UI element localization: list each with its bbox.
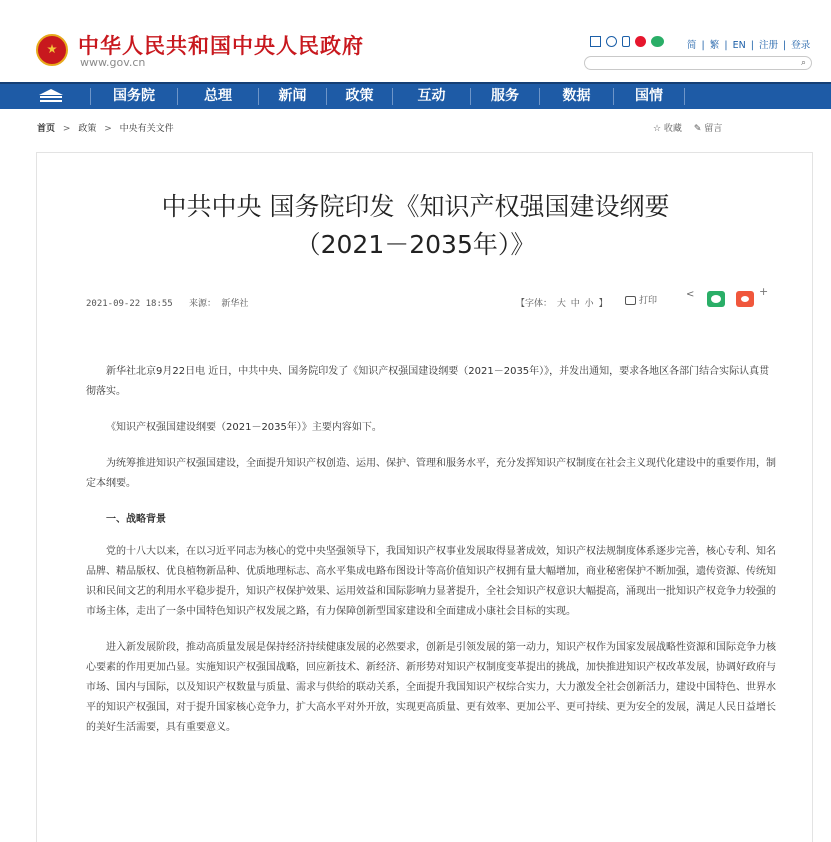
nav-item-data[interactable]: 数据: [562, 88, 591, 104]
site-url[interactable]: www.gov.cn: [80, 56, 146, 69]
breadcrumb-central-docs[interactable]: 中央有关文件: [119, 124, 174, 134]
breadcrumb-sep: >: [62, 124, 71, 134]
link-sep: |: [724, 40, 728, 51]
font-large-button[interactable]: 大: [556, 299, 566, 309]
nav-item-premier[interactable]: 总理: [204, 88, 232, 104]
search-icon[interactable]: ⌕: [800, 58, 806, 68]
favorite-button[interactable]: ☆ 收藏: [653, 124, 682, 134]
site-header: [0, 0, 831, 80]
print-button[interactable]: [625, 293, 657, 306]
font-size-selector: [516, 296, 610, 309]
paragraph: 进入新发展阶段，推动高质量发展是保持经济持续健康发展的必然要求，创新是引领发展的第一动力，知识产权作为国家发展战略性资源和国际竞争力核心要素的作用更加凸显。实施知识产权强国战略，回应新技术、新经济、新形势对知识产权制度变革提出的挑战，加快推进知识产权改革发展，协调好政府与市场、国内与国际，以及知识产权数量与质量、需求与供给的联动关系，全面提升我国知识产权综合实力，大力激发全社会创新活力，建设中国特色、世界水平的知识产权强国，对于提升国家核心竞争力，扩大高水平对外开放，实现更高质量、更有效率、更加公平、更可持续、更为安全的发展，满足人民日益增长的美好生活需要，具有重要意义。: [86, 642, 776, 733]
title-line-2: （2021－2035年）》: [295, 230, 536, 259]
publish-date: 2021-09-22 18:55: [86, 299, 173, 309]
link-simplified[interactable]: 简: [687, 40, 697, 51]
title-line-1: 中共中央 国务院印发《知识产权强国建设纲要: [161, 192, 670, 221]
home-icon[interactable]: [34, 88, 68, 104]
font-small-button[interactable]: 小: [584, 299, 594, 309]
nav-item-national-info[interactable]: 国情: [635, 88, 663, 104]
paragraph: 《知识产权强国建设纲要（2021－2035年）》主要内容如下。: [106, 422, 382, 433]
site-title[interactable]: 中华人民共和国中央人民政府: [78, 34, 364, 58]
page-title: [0, 188, 831, 264]
nav-divider: [684, 88, 685, 105]
link-sep: |: [701, 40, 705, 51]
paragraph: 新华社北京9月22日电 近日，中共中央、国务院印发了《知识产权强国建设纲要（2021－2035年）》，并发出通知，要求各地区各部门结合实际认真贯彻落实。: [86, 366, 770, 397]
link-register[interactable]: 注册: [758, 40, 778, 51]
more-share-button[interactable]: +: [759, 285, 769, 298]
nav-item-interaction[interactable]: 互动: [417, 88, 446, 104]
source-name: 新华社: [221, 299, 249, 309]
font-label: 【字体：: [516, 299, 553, 309]
national-emblem-icon[interactable]: [36, 34, 68, 66]
main-nav: [0, 82, 831, 109]
weibo-share-icon[interactable]: [736, 291, 754, 307]
top-icon-bar: [590, 36, 664, 47]
nav-item-state-council[interactable]: 国务院: [113, 88, 155, 104]
nav-item-news[interactable]: 新闻: [278, 88, 307, 104]
font-label-end: 】: [598, 299, 608, 309]
breadcrumb: [37, 121, 174, 134]
paragraph: 党的十八大以来，在以习近平同志为核心的党中央坚强领导下，我国知识产权事业发展取得显著成效，知识产权法规制度体系逐步完善，核心专利、知名品牌、精品版权、优良植物新品种、优质地理标志、高水平集成电路布图设计等高价值知识产权拥有量大幅增加，商业秘密保护不断加强，遗传资源、传统知识和民间文艺的利用水平稳步提升，知识产权保护效果、运用效益和国际影响力显著提升，全社会知识产权意识大幅提高，涌现出一批知识产权竞争力较强的市场主体，走出了一条中国特色知识产权发展之路，有力保障创新型国家建设和全面建成小康社会目标的实现。: [86, 546, 776, 617]
print-label: 打印: [639, 296, 658, 306]
breadcrumb-policy[interactable]: 政策: [78, 124, 97, 134]
printer-icon: [625, 296, 636, 305]
paragraph: 为统筹推进知识产权强国建设，全面提升知识产权创造、运用、保护、管理和服务水平，充分发挥知识产权制度在社会主义现代化建设中的重要作用，制定本纲要。: [86, 458, 776, 489]
search-input[interactable]: [584, 56, 812, 70]
article-meta: [86, 296, 248, 309]
app-icon[interactable]: [606, 36, 617, 47]
link-traditional[interactable]: 繁: [709, 40, 720, 51]
weibo-icon[interactable]: [635, 36, 646, 47]
breadcrumb-sep: >: [104, 124, 112, 134]
share-icon[interactable]: <: [686, 289, 695, 300]
nav-item-policy[interactable]: 政策: [345, 88, 374, 104]
link-sep: |: [750, 40, 754, 51]
mobile-icon[interactable]: [622, 36, 630, 47]
link-english[interactable]: EN: [732, 40, 746, 51]
article-body: [86, 362, 776, 754]
top-links: [686, 37, 811, 51]
link-sep: |: [782, 40, 787, 51]
page-actions: [653, 121, 731, 134]
source-label: 来源：: [188, 299, 216, 309]
breadcrumb-home[interactable]: 首页: [37, 124, 56, 134]
mail-icon[interactable]: [590, 36, 601, 47]
wechat-icon[interactable]: [651, 36, 664, 47]
nav-item-services[interactable]: 服务: [491, 88, 519, 104]
wechat-share-icon[interactable]: [707, 291, 725, 307]
comment-button[interactable]: ✎ 留言: [693, 124, 723, 134]
link-login[interactable]: 登录: [791, 40, 811, 51]
section-heading: 一、战略背景: [106, 514, 166, 525]
font-medium-button[interactable]: 中: [570, 299, 580, 309]
